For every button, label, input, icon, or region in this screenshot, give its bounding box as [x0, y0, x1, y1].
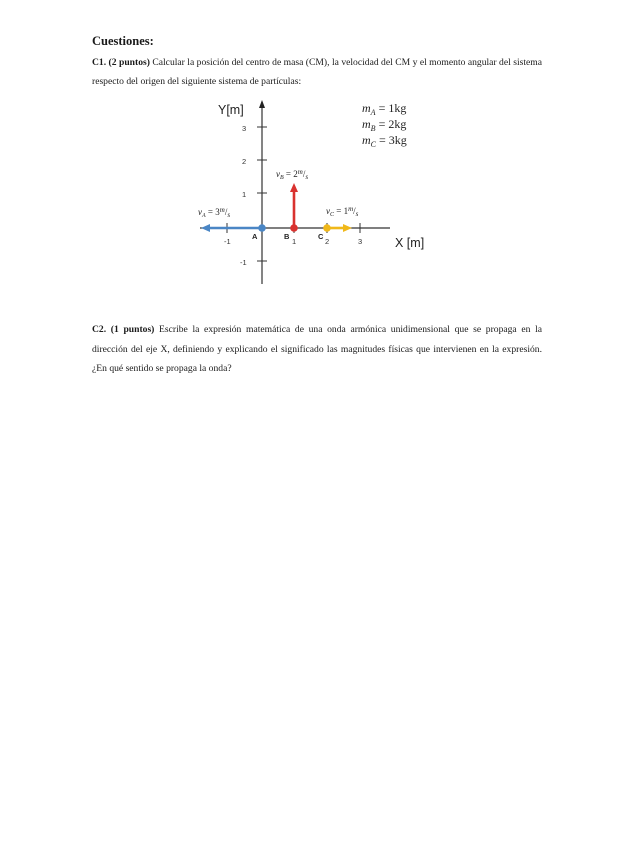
page-heading: Cuestiones: [92, 34, 154, 48]
velocity-a-arrowhead-icon [201, 224, 210, 232]
particle-c-label: C [318, 232, 324, 241]
particle-b [290, 224, 298, 232]
velocity-c-arrowhead-icon [343, 224, 352, 232]
y-tick-label: -1 [240, 258, 247, 267]
y-axis-arrow-icon [259, 100, 265, 108]
y-axis-label: Y[m] [218, 103, 244, 117]
velocity-c-label: $v_C = 1^m/_s$ [326, 205, 359, 218]
x-tick-label: 1 [292, 237, 297, 246]
velocity-b-label: $v_B = 2^m/_s$ [276, 168, 309, 181]
question-c2 [92, 320, 542, 379]
question-c2-label: C2. (1 puntos) [92, 324, 155, 335]
x-tick-label: -1 [224, 237, 231, 246]
x-tick-label: 2 [325, 237, 330, 246]
particle-a [258, 224, 266, 232]
mass-c-label: $m_C = 3kg$ [362, 133, 407, 149]
particle-b-label: B [284, 232, 290, 241]
question-c1-label: C1. (2 puntos) [92, 57, 150, 68]
velocity-a-label: $v_A = 3^m/_s$ [198, 206, 231, 219]
particle-c [323, 224, 331, 232]
particle-a-label: A [252, 232, 258, 241]
y-tick-label: 3 [242, 124, 247, 133]
question-c1-text: Calcular la posición del centro de masa (CM), la velocidad del CM y el momento angular del sistema respecto del origen del siguiente sistema de partículas: [92, 57, 542, 87]
y-tick-label: 2 [242, 157, 247, 166]
mass-b-label: $m_B = 2kg$ [362, 117, 407, 133]
mass-a-label: $m_A = 1kg$ [362, 101, 407, 117]
x-tick-label: 3 [358, 237, 363, 246]
particle-system-figure [190, 94, 450, 289]
y-tick-label: 1 [242, 190, 247, 199]
velocity-b-arrowhead-icon [290, 183, 298, 192]
question-c1 [92, 54, 542, 91]
question-c2-text: Escribe la expresión matemática de una onda armónica unidimensional que se propaga en la dirección del eje X, definiendo y explicando el significado las magnitudes físicas que intervienen en la expresión. ¿En qué sentido se propaga la onda? [92, 324, 542, 374]
x-axis-label: X [m] [395, 236, 425, 250]
